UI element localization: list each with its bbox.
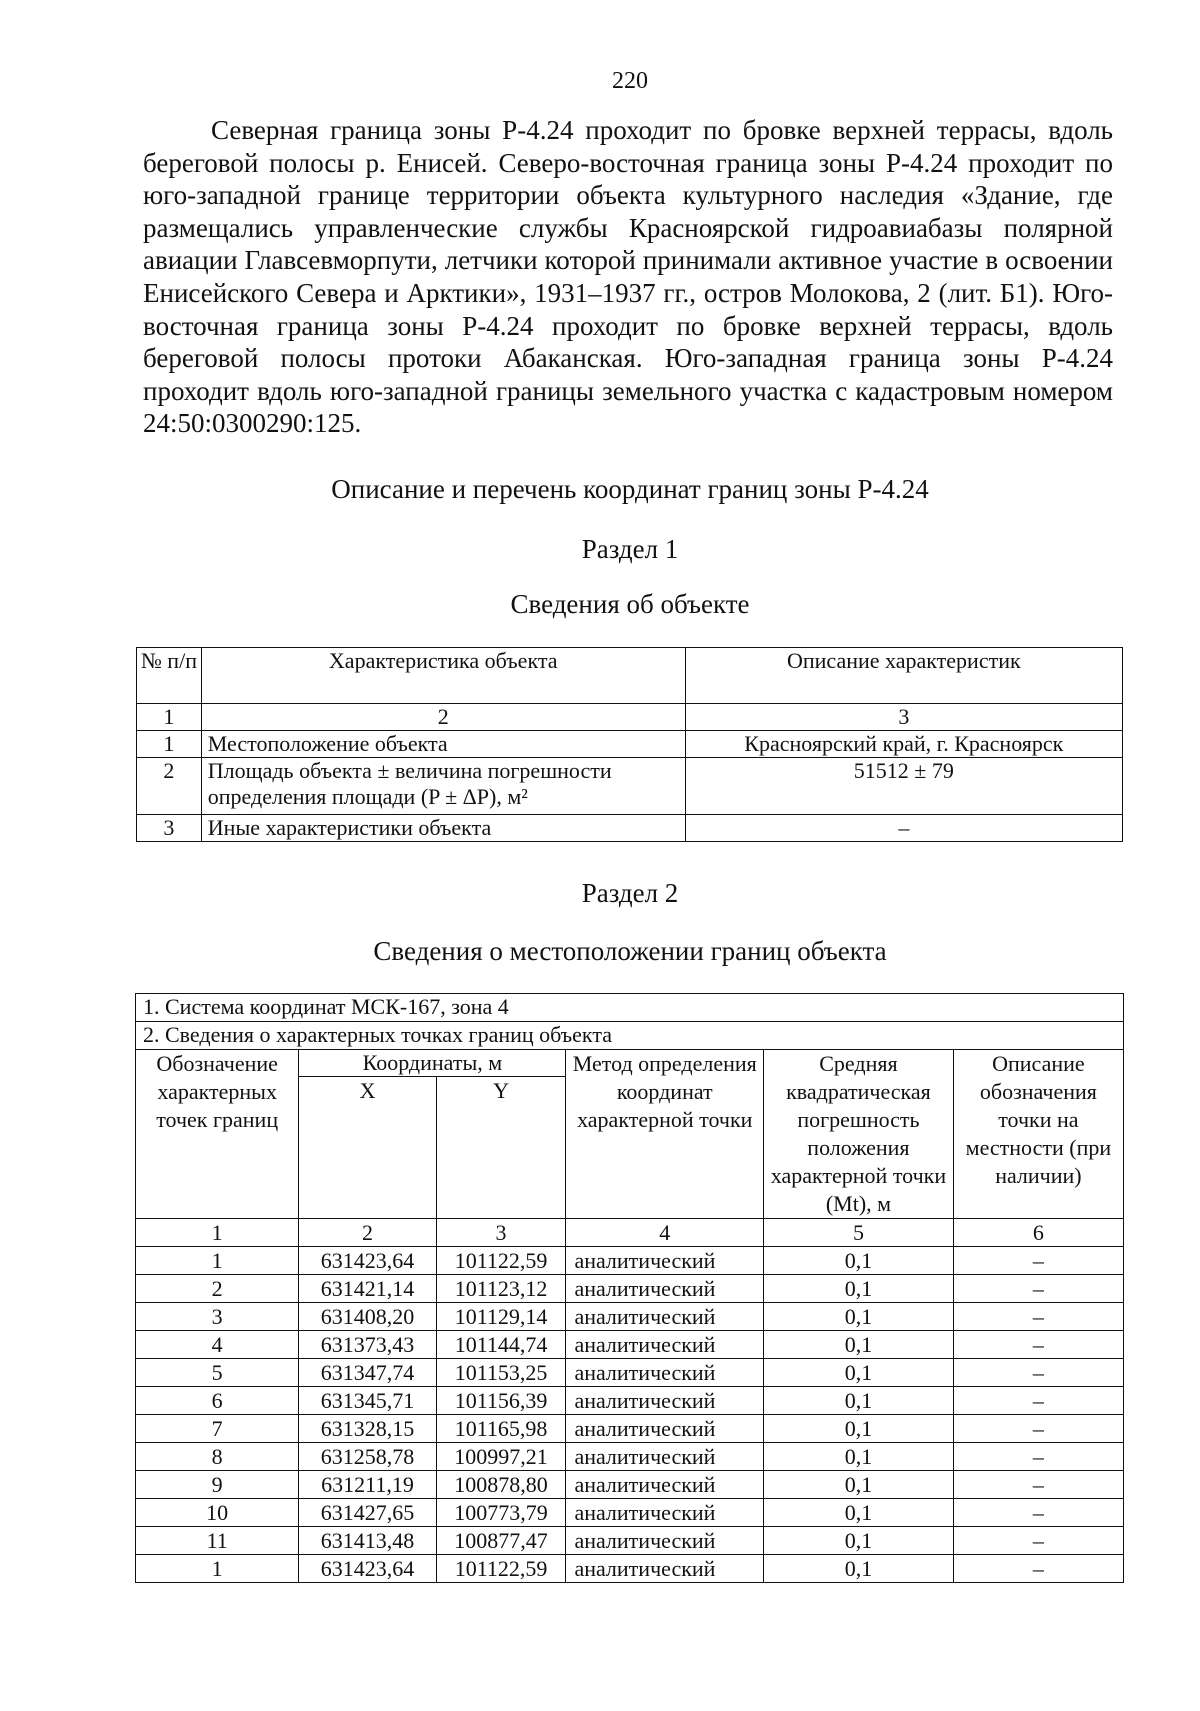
method: аналитический [566,1359,764,1387]
coord-rows [136,1247,1124,1583]
x-coordinate: 631423,64 [299,1247,436,1275]
point-number: 9 [136,1471,299,1499]
error-value: 0,1 [764,1303,954,1331]
table-row [136,1303,1124,1331]
row-characteristic: Площадь объекта ± величина погрешности определения площади (P ± ΔP), м² [201,758,685,815]
col-number: 2 [299,1219,436,1247]
y-coordinate: 100997,21 [436,1443,566,1471]
col-number: 3 [685,704,1122,731]
y-coordinate: 101129,14 [436,1303,566,1331]
y-coordinate: 100878,80 [436,1471,566,1499]
x-coordinate: 631423,64 [299,1555,436,1583]
point-description: – [953,1275,1123,1303]
point-number: 3 [136,1303,299,1331]
error-value: 0,1 [764,1247,954,1275]
y-coordinate: 101144,74 [436,1331,566,1359]
row-description: Красноярский край, г. Красноярск [685,731,1122,758]
x-coordinate: 631427,65 [299,1499,436,1527]
col-number: 3 [436,1219,566,1247]
y-coordinate: 101122,59 [436,1555,566,1583]
method: аналитический [566,1471,764,1499]
table-row [136,1331,1124,1359]
coord-system-row [136,994,1124,1022]
row-description: 51512 ± 79 [685,758,1122,815]
col-number: 4 [566,1219,764,1247]
x-coordinate: 631258,78 [299,1443,436,1471]
point-number: 4 [136,1331,299,1359]
x-coordinate: 631347,74 [299,1359,436,1387]
method: аналитический [566,1499,764,1527]
section1-subtitle: Сведения об объекте [510,589,750,619]
method: аналитический [566,1415,764,1443]
section2-label: Раздел 2 [581,878,679,908]
method: аналитический [566,1443,764,1471]
point-description: – [953,1499,1123,1527]
error-value: 0,1 [764,1499,954,1527]
point-description: – [953,1247,1123,1275]
header-characteristic: Характеристика объекта [201,648,685,704]
point-description: – [953,1527,1123,1555]
y-coordinate: 101153,25 [436,1359,566,1387]
point-number: 1 [136,1247,299,1275]
row-characteristic: Местоположение объекта [201,731,685,758]
header-method: Метод определения координат характерной точки [566,1050,764,1219]
method: аналитический [566,1527,764,1555]
x-coordinate: 631408,20 [299,1303,436,1331]
col-number: 6 [953,1219,1123,1247]
header-y: Y [436,1077,566,1219]
header-num: № п/п [137,648,202,704]
point-number: 7 [136,1415,299,1443]
error-value: 0,1 [764,1471,954,1499]
y-coordinate: 101156,39 [436,1387,566,1415]
point-number: 2 [136,1275,299,1303]
point-number: 6 [136,1387,299,1415]
table-row [136,1471,1124,1499]
table-row [136,1415,1124,1443]
col-number: 1 [136,1219,299,1247]
header-description: Описание характеристик [685,648,1122,704]
section1-label: Раздел 1 [581,534,679,564]
method: аналитический [566,1247,764,1275]
table-row [136,1443,1124,1471]
table-header-row [137,648,1123,704]
point-description: – [953,1303,1123,1331]
table-row [136,1499,1124,1527]
x-coordinate: 631211,19 [299,1471,436,1499]
page-number: 220 [612,68,648,94]
point-number: 10 [136,1499,299,1527]
coord-system: 1. Система координат МСК-167, зона 4 [136,994,1124,1022]
point-number: 11 [136,1527,299,1555]
intro-paragraph: Северная граница зоны Р-4.24 проходит по бровке верхней террасы, вдоль береговой полосы р. Енисей. Северо-восточная граница зоны Р-4.24 проходит по юго-западной границе территории объекта культурного наследия «Здание, где размещались управленческие службы Красноярской гидроавиабазы полярной авиации Главсевморпути, летчики которой принимали активное участие в освоении Енисейского Севера и Арктики», 1931–1937 гг., остров Молокова, 2 (лит. Б1). Юго-восточная граница зоны Р-4.24 проходит по бровке верхней террасы, вдоль береговой полосы протоки Абаканская. Юго-западная граница зоны Р-4.24 проходит вдоль юго-западной границы земельного участка с кадастровым номером 24:50:0300290:125. [143,115,1113,439]
table-row [136,1527,1124,1555]
coordinates-table [135,993,1124,1583]
point-description: – [953,1387,1123,1415]
table-row [137,815,1123,842]
col-number: 1 [137,704,202,731]
method: аналитический [566,1275,764,1303]
header-x: X [299,1077,436,1219]
y-coordinate: 101122,59 [436,1247,566,1275]
x-coordinate: 631413,48 [299,1527,436,1555]
method: аналитический [566,1331,764,1359]
error-value: 0,1 [764,1275,954,1303]
error-value: 0,1 [764,1331,954,1359]
table-row [136,1247,1124,1275]
column-number-row [137,704,1123,731]
row-num: 1 [137,731,202,758]
y-coordinate: 100773,79 [436,1499,566,1527]
table-row [137,758,1123,815]
table-row [136,1387,1124,1415]
x-coordinate: 631328,15 [299,1415,436,1443]
header-designation: Обозначение характерных точек границ [136,1050,299,1219]
error-value: 0,1 [764,1443,954,1471]
error-value: 0,1 [764,1387,954,1415]
y-coordinate: 101123,12 [436,1275,566,1303]
row-characteristic: Иные характеристики объекта [201,815,685,842]
point-number: 1 [136,1555,299,1583]
error-value: 0,1 [764,1415,954,1443]
x-coordinate: 631421,14 [299,1275,436,1303]
table-row [137,731,1123,758]
table-header-row [136,1050,1124,1077]
points-title: 2. Сведения о характерных точках границ объекта [136,1022,1124,1050]
row-description: – [685,815,1122,842]
section2-subtitle: Сведения о местоположении границ объекта [373,936,887,966]
point-description: – [953,1555,1123,1583]
point-description: – [953,1443,1123,1471]
point-number: 5 [136,1359,299,1387]
table-row [136,1275,1124,1303]
point-description: – [953,1471,1123,1499]
y-coordinate: 101165,98 [436,1415,566,1443]
row-num: 3 [137,815,202,842]
object-info-table [136,647,1123,842]
y-coordinate: 100877,47 [436,1527,566,1555]
row-num: 2 [137,758,202,815]
header-error: Средняя квадратическая погрешность положения характерной точки (Mt), м [764,1050,954,1219]
table-row [136,1359,1124,1387]
column-number-row [136,1219,1124,1247]
point-description: – [953,1331,1123,1359]
x-coordinate: 631373,43 [299,1331,436,1359]
point-description: – [953,1415,1123,1443]
col-number: 2 [201,704,685,731]
table-row [136,1555,1124,1583]
x-coordinate: 631345,71 [299,1387,436,1415]
error-value: 0,1 [764,1555,954,1583]
method: аналитический [566,1555,764,1583]
point-description: – [953,1359,1123,1387]
method: аналитический [566,1303,764,1331]
point-number: 8 [136,1443,299,1471]
header-coordinates: Координаты, м [299,1050,566,1077]
error-value: 0,1 [764,1527,954,1555]
error-value: 0,1 [764,1359,954,1387]
header-point-description: Описание обозначения точки на местности (при наличии) [953,1050,1123,1219]
points-title-row [136,1022,1124,1050]
method: аналитический [566,1387,764,1415]
col-number: 5 [764,1219,954,1247]
document-title: Описание и перечень координат границ зоны Р-4.24 [331,474,929,504]
